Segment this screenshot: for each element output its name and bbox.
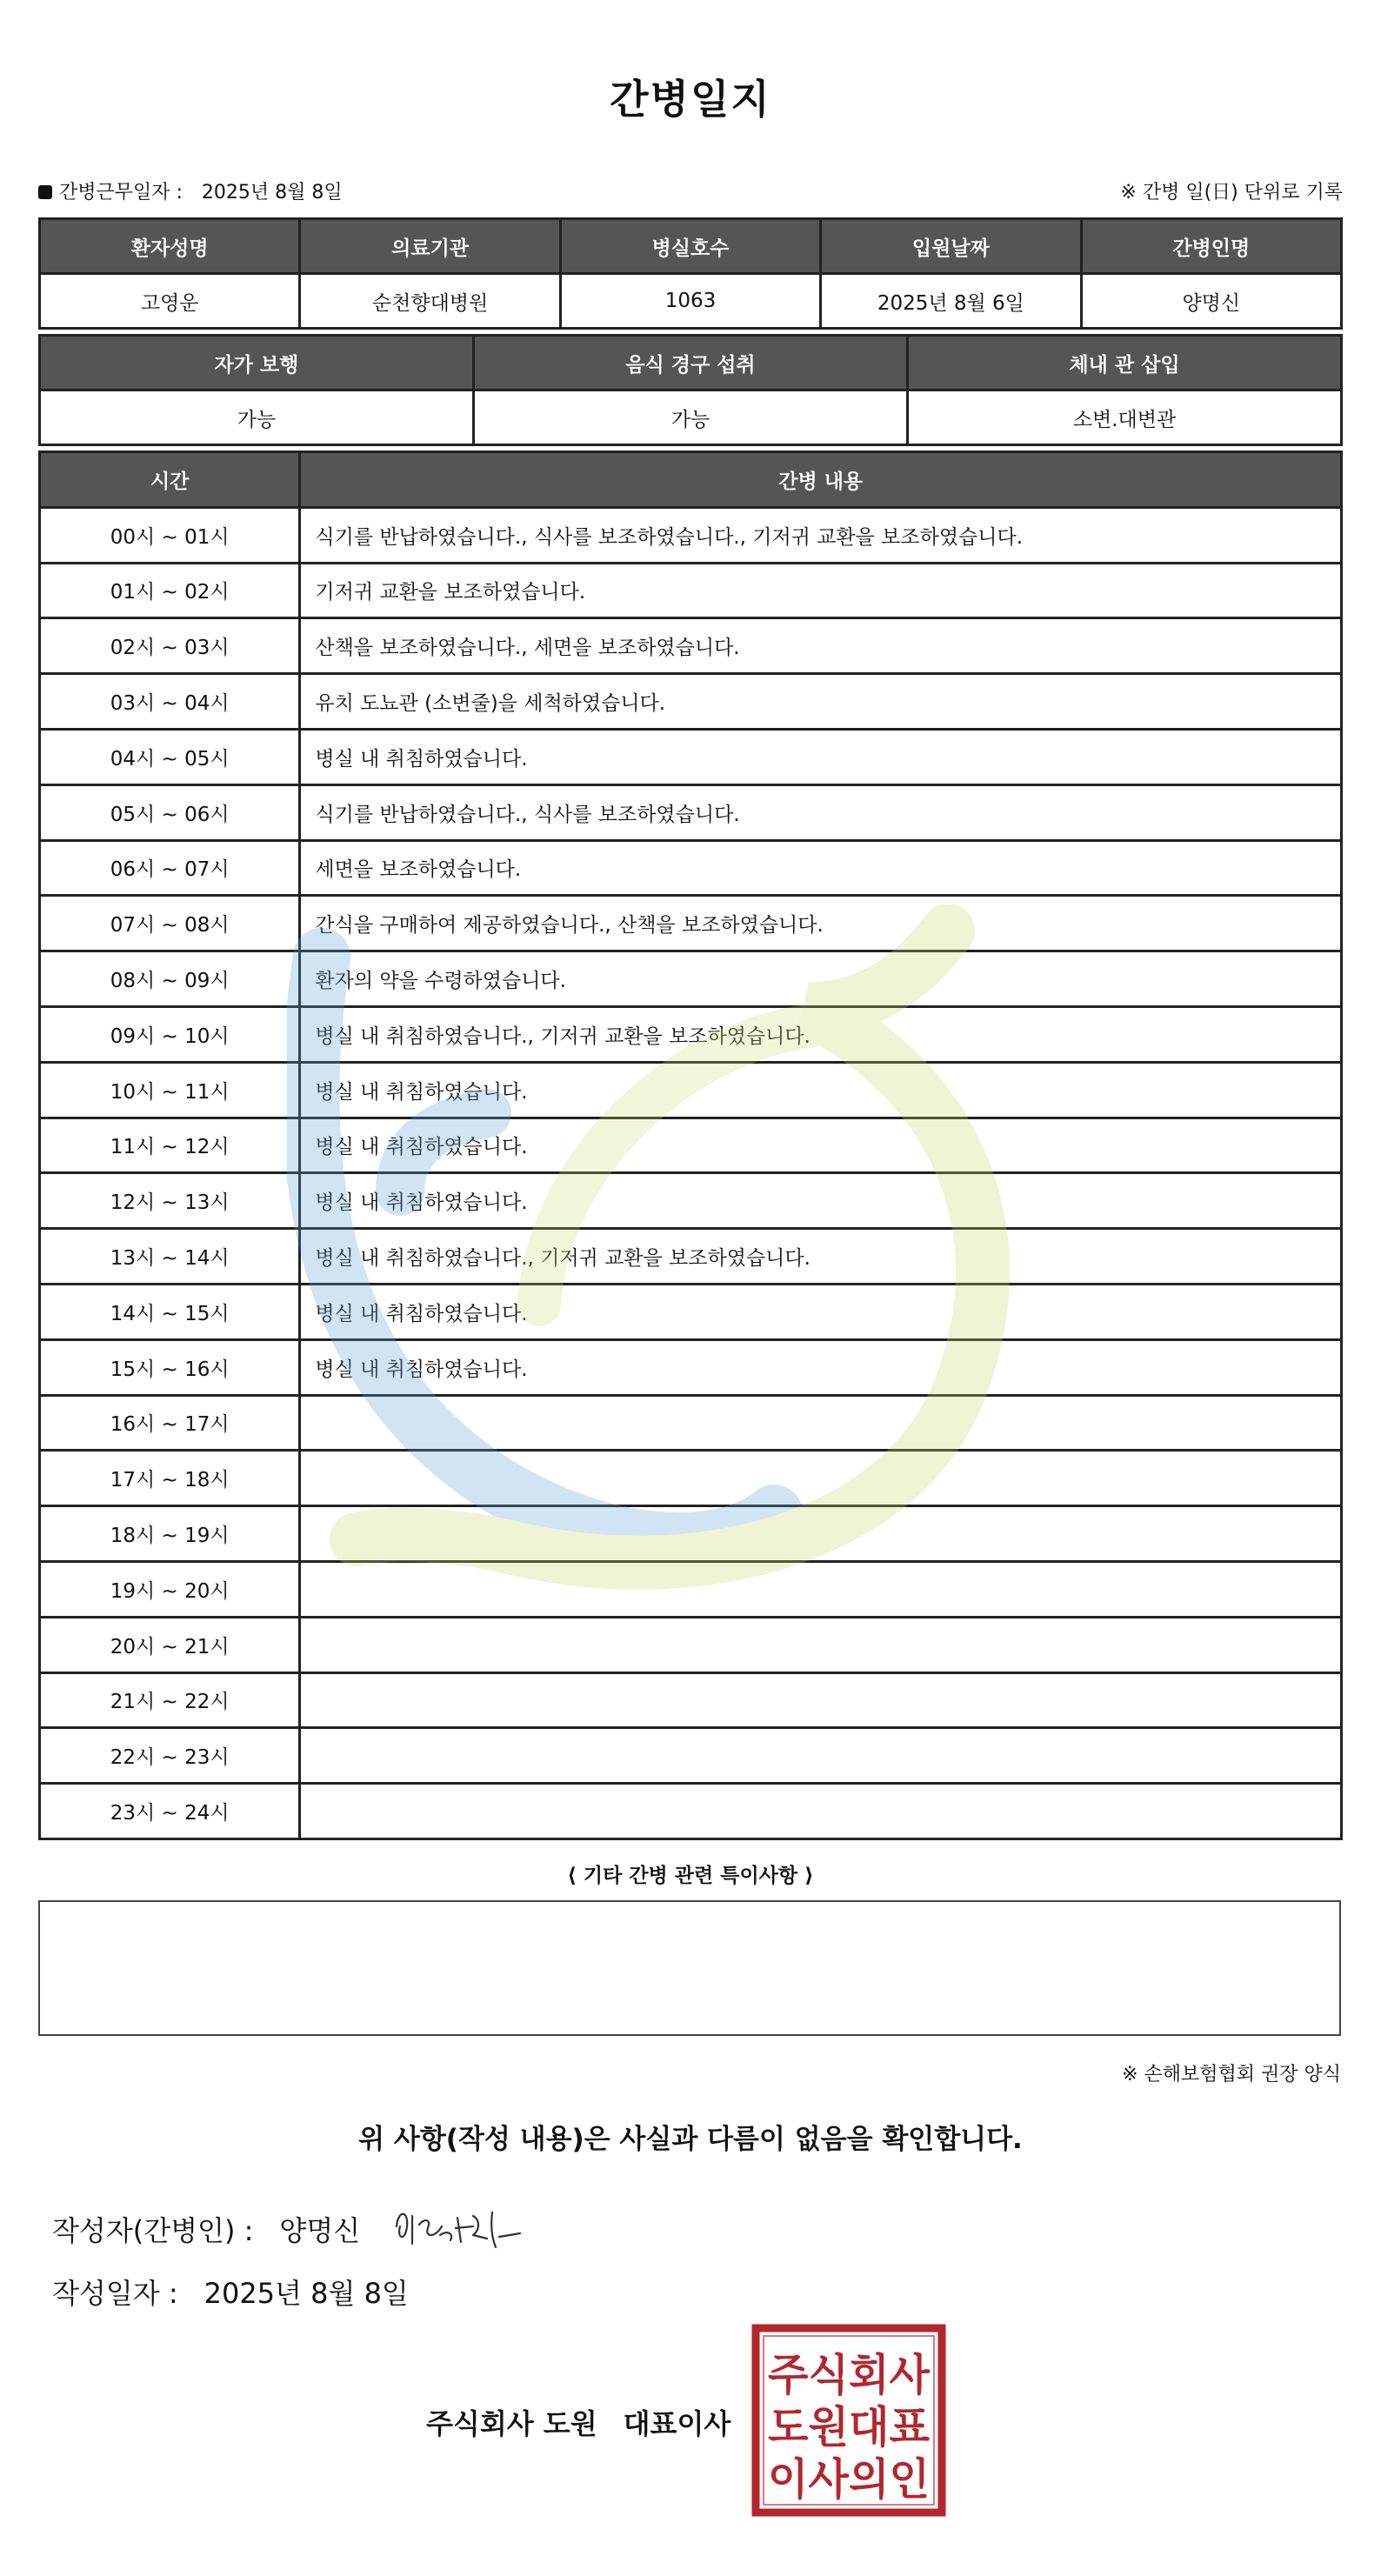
care-content: [300, 1395, 1342, 1451]
bullet-square-icon: [38, 185, 52, 199]
table-row: [40, 618, 1342, 674]
header-care-content: 간병 내용: [300, 452, 1342, 508]
work-date-value: 2025년 8월 8일: [201, 182, 343, 204]
table-row: [40, 1284, 1342, 1339]
care-content: 유치 도뇨관 (소변줄)을 세척하였습니다.: [300, 674, 1342, 730]
table-row: [40, 1561, 1342, 1617]
time-slot: 00시 ~ 01시: [40, 507, 300, 563]
time-slot: 01시 ~ 02시: [40, 563, 300, 618]
time-slot: 19시 ~ 20시: [40, 1561, 300, 1617]
work-date: [38, 177, 343, 204]
write-date-label: 작성일자 :: [52, 2277, 178, 2310]
table-row: [40, 1728, 1342, 1784]
time-slot: 02시 ~ 03시: [40, 618, 300, 674]
table-row: [40, 1451, 1342, 1506]
table-row: [40, 674, 1342, 730]
form-note: ※ 손해보험협회 권장 양식: [1122, 2064, 1341, 2085]
time-slot: 07시 ~ 08시: [40, 896, 300, 951]
table-row: [40, 1229, 1342, 1285]
time-slot: 12시 ~ 13시: [40, 1173, 300, 1229]
oral-intake-value: 가능: [473, 390, 907, 445]
table-row: [40, 1173, 1342, 1229]
table-row: [40, 840, 1342, 896]
caregiver-name: 양명신: [1081, 274, 1341, 329]
care-content: 병실 내 취침하였습니다.: [300, 1339, 1342, 1395]
care-content: 병실 내 취침하였습니다.: [300, 1284, 1342, 1339]
care-content: 병실 내 취침하였습니다.: [300, 1062, 1342, 1118]
header-oral-intake: 음식 경구 섭취: [473, 336, 907, 390]
care-content: 병실 내 취침하였습니다.: [300, 1173, 1342, 1229]
table-row: [40, 1339, 1342, 1395]
table-row: [40, 1006, 1342, 1062]
confirmation-statement: 위 사항(작성 내용)은 사실과 다름이 없음을 확인합니다.: [358, 2124, 1023, 2155]
patient-name: 고영운: [40, 274, 300, 329]
care-content: 세면을 보조하였습니다.: [300, 840, 1342, 896]
work-date-label: 간병근무일자 :: [59, 182, 183, 204]
table-row: [40, 729, 1342, 784]
care-content: 병실 내 취침하였습니다.: [300, 729, 1342, 784]
care-content: 기저귀 교환을 보조하였습니다.: [300, 563, 1342, 618]
company-signature-line: [426, 2402, 731, 2442]
tube-insertion-value: 소변.대변관: [908, 390, 1342, 445]
time-slot: 20시 ~ 21시: [40, 1617, 300, 1672]
care-log-table: [38, 450, 1343, 1840]
unit-note: ※ 간병 일(日) 단위로 기록: [1120, 182, 1343, 204]
table-row: [40, 784, 1342, 840]
table-row: [40, 1672, 1342, 1728]
time-slot: 08시 ~ 09시: [40, 951, 300, 1007]
care-content: 병실 내 취침하였습니다.: [300, 1118, 1342, 1173]
seal-text-line: 주식회사: [768, 2350, 931, 2400]
header-hospital: 의료기관: [300, 219, 560, 274]
write-date-row: [52, 2272, 409, 2312]
table-row: [40, 563, 1342, 618]
time-slot: 05시 ~ 06시: [40, 784, 300, 840]
header-tube-insertion: 체내 관 삽입: [908, 336, 1342, 390]
table-row: [40, 1784, 1342, 1839]
care-content: [300, 1451, 1342, 1506]
admission-date: 2025년 8월 6일: [821, 274, 1081, 329]
header-self-walking: 자가 보행: [40, 336, 474, 390]
write-date-value: 2025년 8월 8일: [203, 2277, 409, 2310]
header-time: 시간: [40, 452, 300, 508]
table-row: [40, 1395, 1342, 1451]
time-slot: 16시 ~ 17시: [40, 1395, 300, 1451]
room-number: 1063: [560, 274, 820, 329]
document-title: 간병일지: [610, 76, 771, 123]
header-patient-name: 환자성명: [40, 219, 300, 274]
time-slot: 17시 ~ 18시: [40, 1451, 300, 1506]
time-slot: 06시 ~ 07시: [40, 840, 300, 896]
table-row: [40, 896, 1342, 951]
time-slot: 11시 ~ 12시: [40, 1118, 300, 1173]
table-row: [40, 507, 1342, 563]
header-caregiver-name: 간병인명: [1081, 219, 1341, 274]
time-slot: 10시 ~ 11시: [40, 1062, 300, 1118]
care-content: 병실 내 취침하였습니다., 기저귀 교환을 보조하였습니다.: [300, 1006, 1342, 1062]
table-row: [40, 1062, 1342, 1118]
care-content: [300, 1561, 1342, 1617]
care-content: [300, 1617, 1342, 1672]
care-content: [300, 1506, 1342, 1562]
header-admission-date: 입원날짜: [821, 219, 1081, 274]
company-seal-stamp: [751, 2324, 946, 2517]
care-content: 식기를 반납하였습니다., 식사를 보조하였습니다., 기저귀 교환을 보조하였습니다.: [300, 507, 1342, 563]
time-slot: 21시 ~ 22시: [40, 1672, 300, 1728]
time-slot: 22시 ~ 23시: [40, 1728, 300, 1784]
writer-label: 작성자(간병인) :: [52, 2214, 254, 2247]
seal-text-line: 이사의인: [768, 2454, 930, 2505]
remarks-box: [38, 1900, 1341, 2036]
table-row: [40, 1617, 1342, 1672]
care-content: 식기를 반납하였습니다., 식사를 보조하였습니다.: [300, 784, 1342, 840]
table-row: [40, 951, 1342, 1007]
care-content: [300, 1784, 1342, 1839]
remarks-title: ⟨ 기타 간병 관련 특이사항 ⟩: [567, 1865, 814, 1887]
care-content: 산책을 보조하였습니다., 세면을 보조하였습니다.: [300, 618, 1342, 674]
time-slot: 14시 ~ 15시: [40, 1284, 300, 1339]
meta-row: [38, 172, 1343, 207]
self-walking-value: 가능: [40, 390, 474, 445]
hospital-name: 순천향대병원: [300, 274, 560, 329]
time-slot: 04시 ~ 05시: [40, 729, 300, 784]
table-row: [40, 1506, 1342, 1562]
writer-name: 양명신: [279, 2214, 361, 2247]
table-row: [40, 1118, 1342, 1173]
time-slot: 23시 ~ 24시: [40, 1784, 300, 1839]
company-representative: 대표이사: [623, 2407, 731, 2440]
patient-status-table: [38, 334, 1343, 446]
writer-row: [52, 2209, 360, 2249]
time-slot: 03시 ~ 04시: [40, 674, 300, 730]
care-content: 환자의 약을 수령하였습니다.: [300, 951, 1342, 1007]
care-content: 병실 내 취침하였습니다., 기저귀 교환을 보조하였습니다.: [300, 1229, 1342, 1285]
care-content: [300, 1672, 1342, 1728]
time-slot: 09시 ~ 10시: [40, 1006, 300, 1062]
company-name: 주식회사 도원: [426, 2407, 597, 2440]
time-slot: 15시 ~ 16시: [40, 1339, 300, 1395]
patient-info-table: [38, 217, 1343, 330]
seal-text-line: 도원대표: [768, 2402, 931, 2453]
header-room-number: 병실호수: [560, 219, 820, 274]
time-slot: 13시 ~ 14시: [40, 1229, 300, 1285]
care-log-body: [40, 507, 1342, 1839]
time-slot: 18시 ~ 19시: [40, 1506, 300, 1562]
care-content: [300, 1728, 1342, 1784]
care-content: 간식을 구매하여 제공하였습니다., 산책을 보조하였습니다.: [300, 896, 1342, 951]
handwritten-signature-icon: [390, 2200, 529, 2252]
